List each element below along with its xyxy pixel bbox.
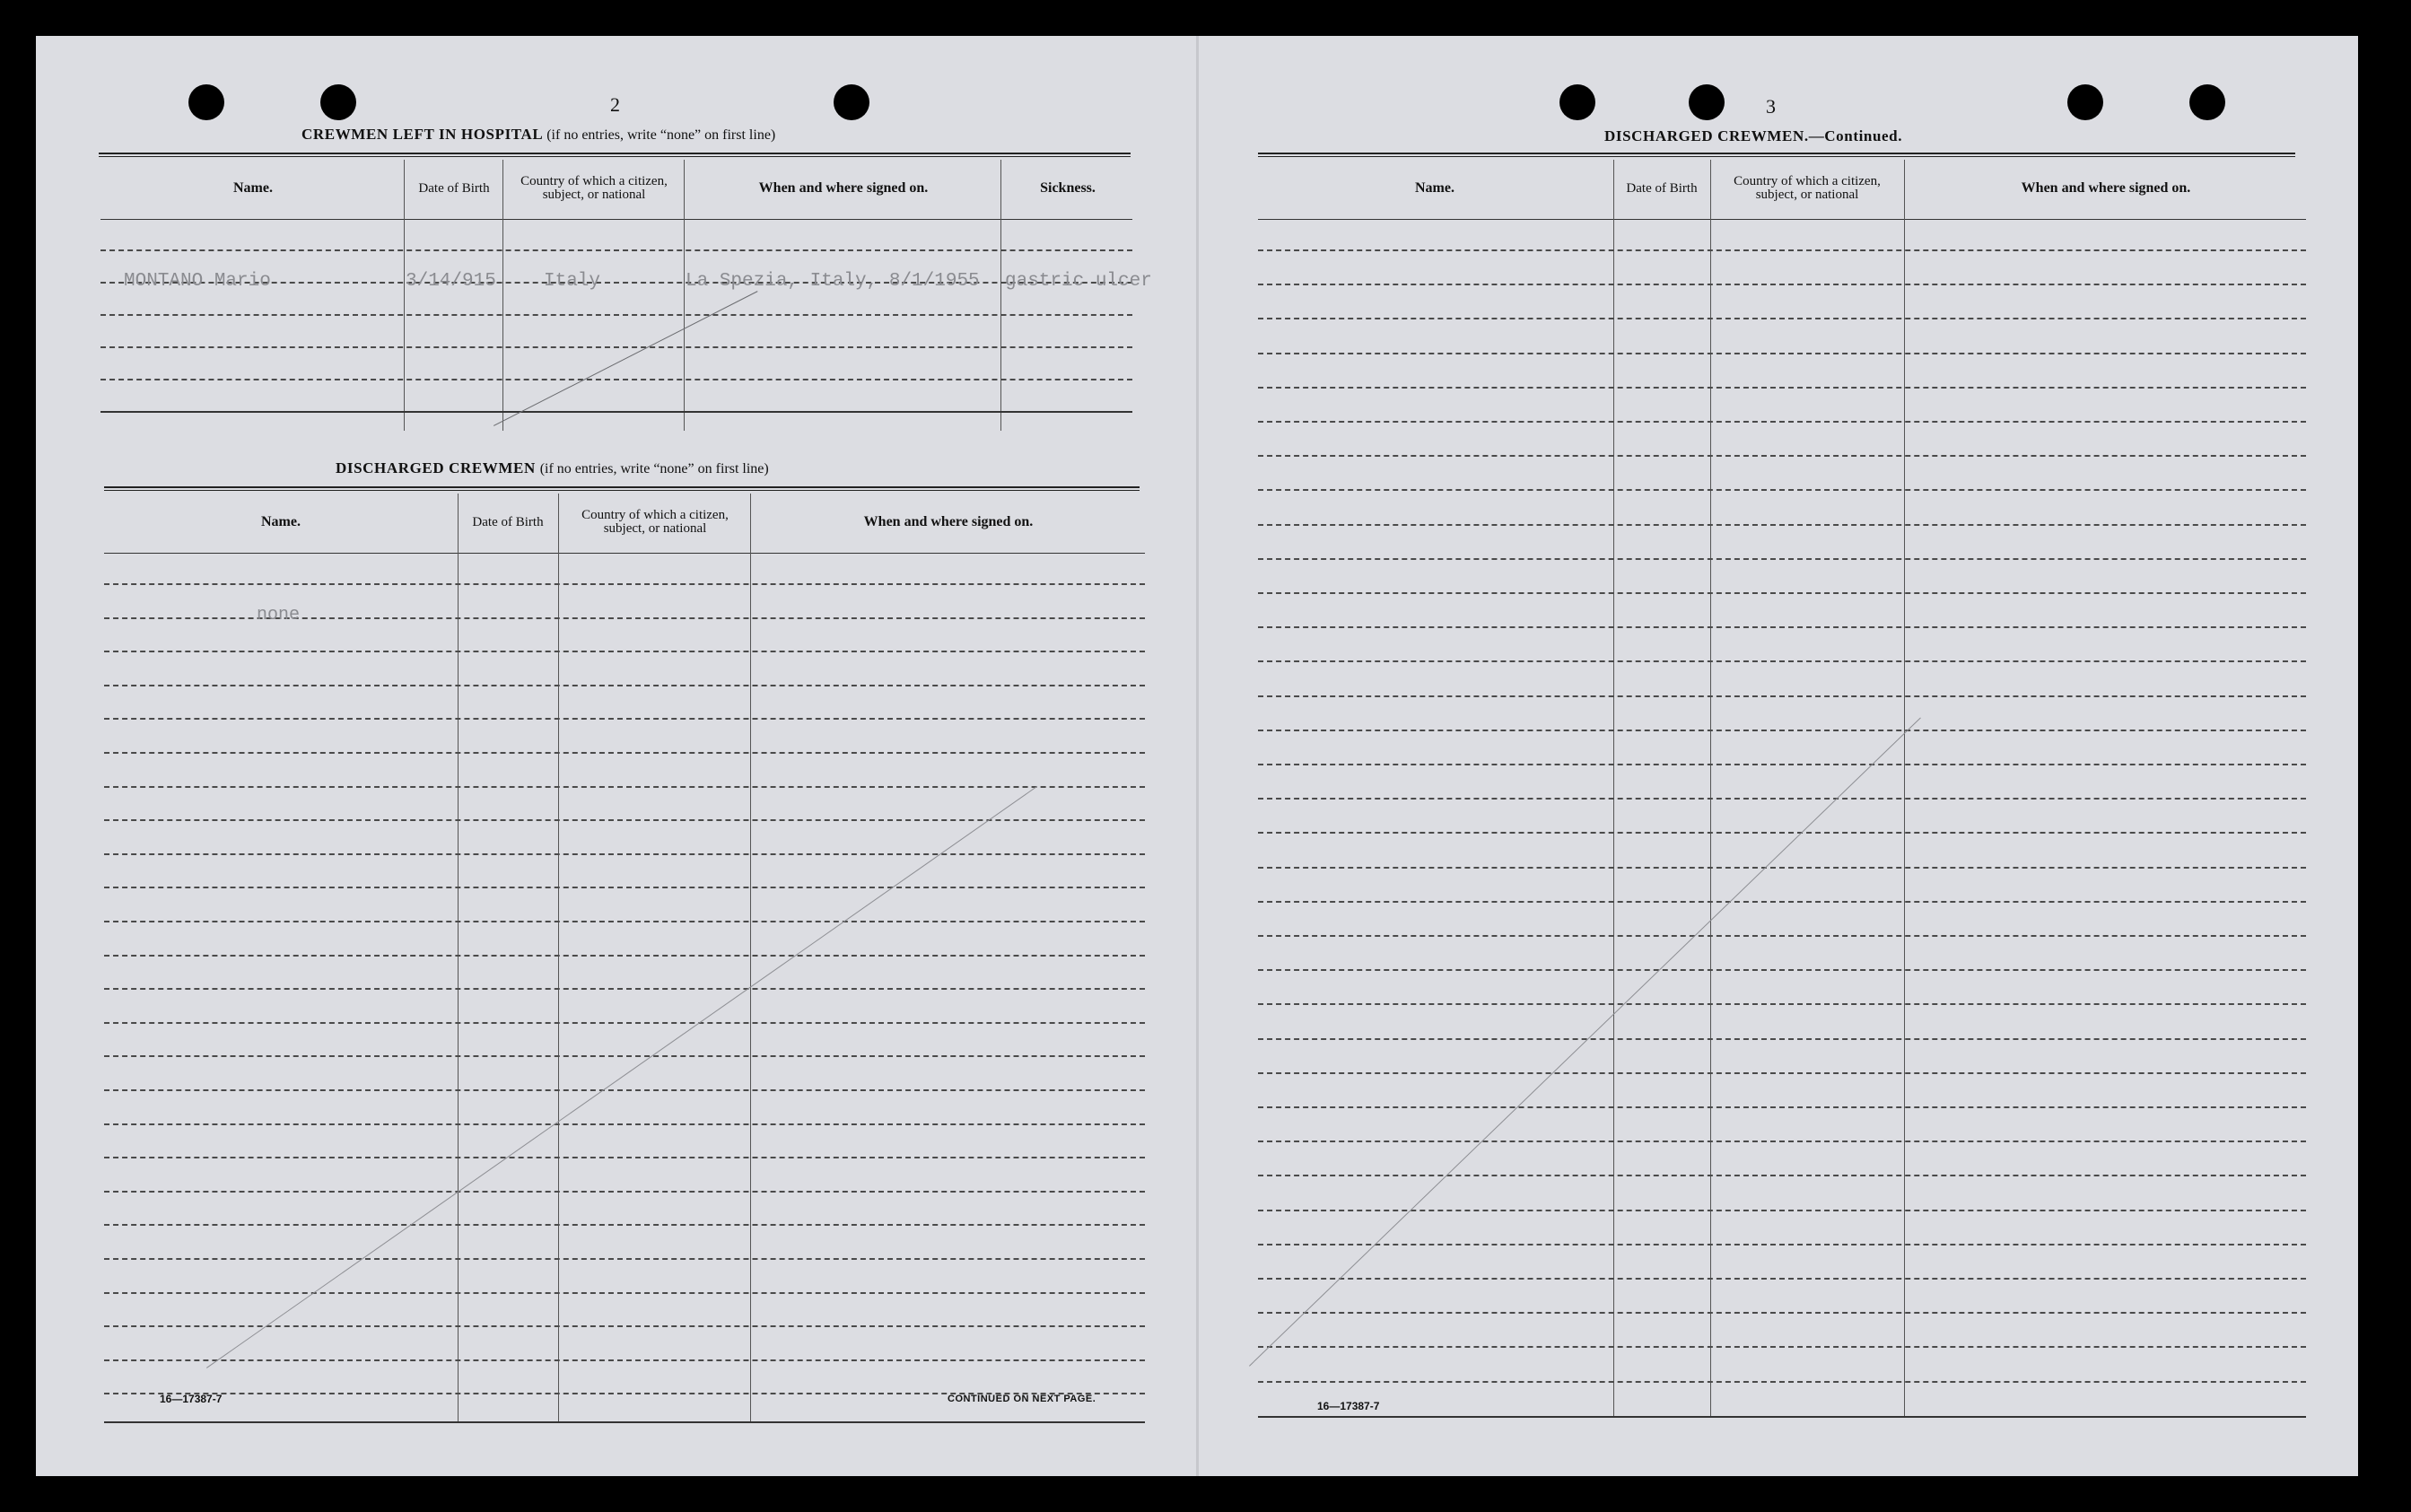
discharged-title: DISCHARGED CREWMEN <box>336 459 536 476</box>
entry-line <box>104 1022 1145 1024</box>
form-number-left: 16—17387-7 <box>160 1393 223 1405</box>
column-divider <box>404 160 405 431</box>
entry-line <box>104 1258 1145 1260</box>
punch-hole <box>834 84 869 120</box>
entry-line <box>100 314 1132 316</box>
entry-line <box>100 379 1132 380</box>
entry-line <box>1258 1210 2306 1211</box>
entry-line <box>104 583 1145 585</box>
entry-line <box>104 921 1145 922</box>
entry-line <box>1258 387 2306 389</box>
right-section-title: DISCHARGED CREWMEN.—Continued. <box>1604 127 1903 144</box>
hospital-header-sickness: Sickness. <box>1040 180 1096 196</box>
entry-line <box>1258 1381 2306 1383</box>
entry-line <box>104 988 1145 990</box>
entry-line <box>104 1359 1145 1361</box>
discharged-header-name: Name. <box>261 514 301 529</box>
entry-line <box>1258 489 2306 491</box>
right-top-rule <box>1258 153 2295 157</box>
hospital-bottom-rule <box>100 411 1132 413</box>
entry-line <box>1258 969 2306 971</box>
entry-line <box>1258 1141 2306 1142</box>
punch-hole <box>320 84 356 120</box>
hospital-entry-dob: 3/14/915 <box>406 271 496 292</box>
entry-line <box>104 1191 1145 1193</box>
page-number: 2 <box>610 93 620 116</box>
column-divider <box>558 494 559 1422</box>
hospital-title-note: (if no entries, write “none” on first line) <box>546 127 776 143</box>
hospital-entry-signed: La Spezia, Italy, 8/1/1955 <box>686 271 980 292</box>
entry-line <box>104 752 1145 754</box>
column-divider <box>458 494 459 1422</box>
discharged-table <box>104 494 1145 1422</box>
entry-line <box>1258 832 2306 834</box>
hospital-top-rule <box>99 153 1131 157</box>
right-header-dob: Date of Birth <box>1626 180 1698 196</box>
entry-line <box>1258 249 2306 251</box>
right-header-country: Country of which a citizen, subject, or national <box>1734 174 1881 202</box>
hospital-header-rule <box>100 219 1132 220</box>
continued-note: CONTINUED ON NEXT PAGE. <box>948 1394 1096 1404</box>
punch-hole <box>2067 84 2103 120</box>
entry-line <box>1258 901 2306 903</box>
column-divider <box>750 494 751 1422</box>
right-header-name: Name. <box>1415 180 1454 196</box>
discharged-header-signed: When and where signed on. <box>863 514 1034 529</box>
entry-line <box>104 955 1145 957</box>
entry-line <box>1258 1278 2306 1280</box>
right-header-signed: When and where signed on. <box>2021 180 2191 196</box>
discharged-header-dob: Date of Birth <box>472 514 544 529</box>
punch-hole <box>1689 84 1725 120</box>
entry-line <box>1258 867 2306 869</box>
discharged-header-country: Country of which a citizen, subject, or national <box>581 508 729 536</box>
entry-line <box>104 887 1145 888</box>
entry-line <box>1258 660 2306 662</box>
entry-line <box>1258 353 2306 354</box>
entry-line <box>1258 695 2306 697</box>
entry-line <box>1258 1175 2306 1176</box>
entry-line <box>104 651 1145 652</box>
entry-line <box>1258 558 2306 560</box>
entry-line <box>104 1292 1145 1294</box>
entry-line <box>104 685 1145 686</box>
entry-line <box>1258 1106 2306 1108</box>
entry-line <box>1258 1244 2306 1245</box>
entry-line <box>1258 318 2306 319</box>
page-number: 3 <box>1766 95 1776 118</box>
entry-line <box>1258 798 2306 800</box>
right-header-rule <box>1258 219 2306 220</box>
punch-hole <box>188 84 224 120</box>
form-sheet <box>36 36 2358 1476</box>
entry-line <box>1258 455 2306 457</box>
entry-line <box>1258 1038 2306 1040</box>
entry-line <box>104 786 1145 788</box>
hospital-title: CREWMEN LEFT IN HOSPITAL <box>301 126 543 143</box>
entry-line <box>1258 421 2306 423</box>
hospital-entry-sickness: gastric ulcer <box>1005 271 1152 292</box>
entry-line <box>104 1055 1145 1057</box>
entry-line <box>1258 592 2306 594</box>
entry-line <box>1258 764 2306 765</box>
column-divider <box>502 160 503 431</box>
right-discharged-table <box>1258 160 2306 1434</box>
page-fold <box>1196 36 1199 1476</box>
discharged-bottom-rule <box>104 1421 1145 1423</box>
column-divider <box>684 160 685 431</box>
entry-line <box>104 1123 1145 1125</box>
entry-line <box>104 1325 1145 1327</box>
entry-line <box>1258 1072 2306 1074</box>
entry-line <box>104 1224 1145 1226</box>
discharged-top-rule <box>104 486 1140 491</box>
column-divider <box>1613 160 1614 1416</box>
entry-line <box>1258 1346 2306 1348</box>
entry-line <box>100 249 1132 251</box>
hospital-table <box>100 160 1152 431</box>
entry-line <box>104 853 1145 855</box>
entry-line <box>1258 730 2306 731</box>
discharged-title-note: (if no entries, write “none” on first line) <box>539 461 769 476</box>
hospital-header-name: Name. <box>233 180 273 196</box>
discharged-header-rule <box>104 553 1145 554</box>
entry-line <box>104 1157 1145 1158</box>
hospital-header-signed: When and where signed on. <box>758 180 929 196</box>
entry-line <box>104 718 1145 720</box>
discharged-entry-none: none <box>257 605 301 625</box>
hospital-header-country: Country of which a citizen, subject, or national <box>520 174 668 202</box>
entry-line <box>1258 524 2306 526</box>
punch-hole <box>1559 84 1595 120</box>
right-bottom-rule <box>1258 1416 2306 1418</box>
column-divider <box>1710 160 1711 1416</box>
punch-hole <box>2189 84 2225 120</box>
entry-line <box>104 1089 1145 1091</box>
hospital-entry-name: MONTANO Mario <box>124 271 271 292</box>
column-divider <box>1904 160 1905 1416</box>
entry-line <box>1258 1003 2306 1005</box>
entry-line <box>1258 284 2306 285</box>
form-number-right: 16—17387-7 <box>1317 1400 1380 1412</box>
entry-line <box>100 346 1132 348</box>
discharged-section-title <box>336 459 769 477</box>
entry-line <box>1258 626 2306 628</box>
hospital-section-title <box>301 126 775 144</box>
entry-line <box>1258 935 2306 937</box>
entry-line <box>1258 1312 2306 1314</box>
hospital-header-dob: Date of Birth <box>418 180 490 196</box>
hospital-entry-country: Italy <box>544 271 601 292</box>
column-divider <box>1000 160 1001 431</box>
